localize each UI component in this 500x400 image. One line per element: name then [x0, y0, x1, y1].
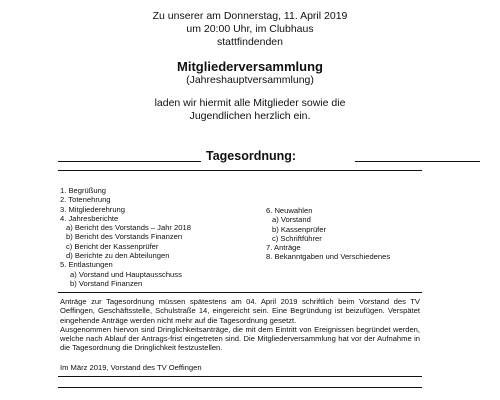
notes-paragraph-urgent-motions: Ausgenommen hiervon sind Dringlichkeitsanträge, die mit dem Eintritt von Ereignissen begründet werden, welche nach Ablauf der Antrags-frist eingetreten sind. Die Mitgliederversammlung hat vor der Aufnahme in die Tagesordnung die Dringlichkeit festzustellen. — [60, 324, 420, 353]
intro-line-date: Zu unserer am Donnerstag, 11. April 2019 — [152, 10, 348, 22]
signature-line: Im März 2019, Vorstand des TV Oeffingen — [60, 363, 202, 372]
agenda-item: 3. Mitgliederehrung — [60, 204, 126, 214]
document-title: Mitgliederversammlung — [177, 59, 323, 74]
agenda-subitem: c) Schriftführer — [272, 233, 322, 243]
agenda-item: 1. Begrüßung — [60, 186, 107, 195]
notes-section — [60, 297, 420, 353]
agenda-subitem: d) Berichte zu den Abteilungen — [66, 251, 170, 261]
divider-line — [58, 292, 422, 293]
agenda-subitem: b) Bericht des Vorstands Finanzen — [66, 232, 183, 242]
intro-line-stattfindenden: stattfindenden — [217, 36, 283, 48]
agenda-item: 2. Totenehrung — [60, 195, 111, 205]
agenda-item: 7. Anträge — [266, 243, 301, 253]
agenda-subitem: a) Vorstand — [272, 215, 311, 225]
agenda-subitem: b) Kassenprüfer — [272, 224, 327, 234]
agenda-list-right — [266, 206, 390, 262]
document-subtitle: (Jahreshauptversammlung) — [186, 74, 314, 86]
heading-rule-right — [355, 161, 480, 162]
divider-line — [58, 170, 422, 171]
agenda-subitem: a) Bericht des Vorstands – Jahr 2018 — [66, 223, 191, 233]
agenda-item: 4. Jahresberichte — [60, 213, 119, 223]
divider-line — [58, 376, 422, 377]
agenda-item: 8. Bekanntgaben und Verschiedenes — [266, 252, 391, 262]
agenda-heading-label: Tagesordnung: — [206, 149, 297, 163]
heading-rule-left — [58, 161, 201, 162]
agenda-subitem: a) Vorstand und Hauptausschuss — [70, 269, 182, 279]
intro-line-time-place: um 20:00 Uhr, im Clubhaus — [186, 23, 314, 35]
intro-text — [0, 10, 500, 49]
agenda-subitem: c) Bericht der Kassenprüfer — [66, 241, 159, 251]
agenda-subitem: b) Vorstand Finanzen — [70, 278, 143, 288]
notes-paragraph-deadline: Anträge zur Tagesordnung müssen spätestens am 04. April 2019 schriftlich beim Vorstand des TV Oeffingen, Geschäftsstelle, Schulstraße 14, eingereicht sein. Eine Begründung ist beizufügen. Verspätet eingehende Anträge werden nicht mehr auf die Tagesordnung gesetzt. — [60, 297, 420, 325]
agenda-heading — [58, 148, 426, 164]
agenda-list-left — [60, 186, 191, 288]
invitation-line-1: laden wir hiermit alle Mitglieder sowie die — [154, 97, 346, 109]
agenda-item: 5. Entlastungen — [60, 260, 113, 270]
invitation-line-2: Jugendlichen herzlich ein. — [189, 110, 311, 122]
agenda-item: 6. Neuwahlen — [266, 206, 313, 215]
divider-line — [58, 387, 422, 388]
invitation-text — [0, 97, 500, 123]
